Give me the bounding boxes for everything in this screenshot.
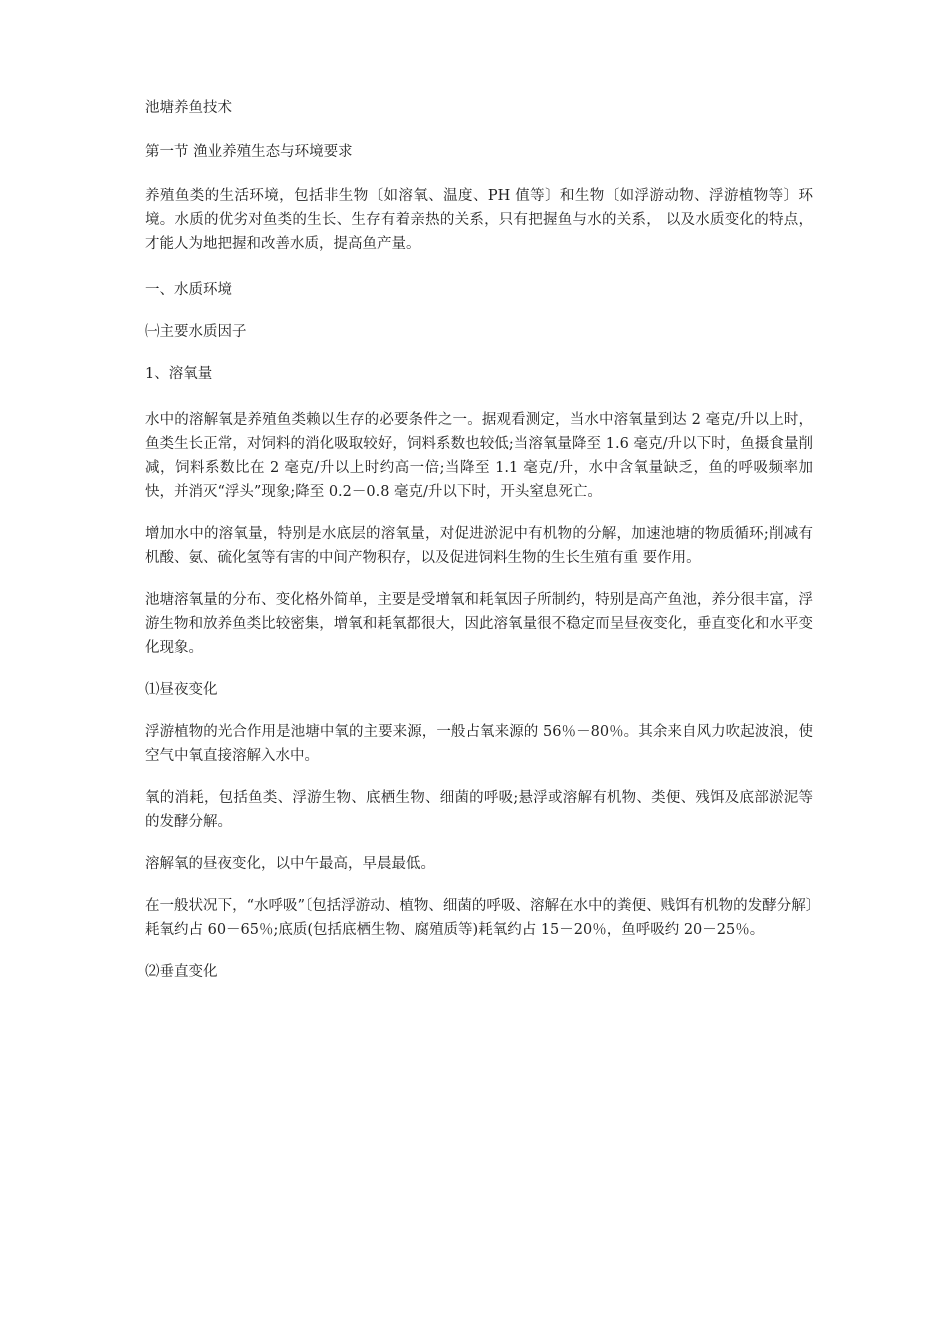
paragraph-intro: 养殖鱼类的生活环境，包括非生物〔如溶氧、温度、PH 值等〕和生物〔如浮游动物、浮游植物等〕环境。水质的优劣对鱼类的生长、生存有着亲热的关系，只有把握鱼与水的关系， 以及水质变化的特点，才能人为地把握和改善水质，提高鱼产量。: [145, 188, 813, 252]
subheading-dissolved-oxygen: 1、溶氧量: [145, 366, 213, 382]
subheading-day-night: ⑴昼夜变化: [145, 682, 218, 698]
paragraph-increase-oxygen: 增加水中的溶氧量，特别是水底层的溶氧量，对促进淤泥中有机物的分解，加速池塘的物质循环;削减有机酸、氨、硫化氢等有害的中间产物积存，以及促进饲料生物的生长生殖有重 要作用。: [145, 526, 813, 566]
paragraph-photosynthesis: 浮游植物的光合作用是池塘中氧的主要来源，一般占氧来源的 56％－80％。其余来自风力吹起波浪，使空气中氧直接溶解入水中。: [145, 724, 813, 764]
document-title: 池塘养鱼技术: [145, 100, 232, 116]
section-heading: 第一节 渔业养殖生态与环境要求: [145, 144, 353, 160]
paragraph-oxygen-distribution: 池塘溶氧量的分布、变化格外简单，主要是受增氧和耗氧因子所制约，特别是高产鱼池，养分很丰富，浮游生物和放养鱼类比较密集，增氧和耗氧都很大，因此溶氧量很不稳定而呈昼夜变化，垂直变化和水平变化现象。: [145, 592, 813, 656]
document-page: [145, 96, 813, 1002]
subheading-water-quality: 一、水质环境: [145, 282, 232, 298]
subheading-main-factors: ㈠主要水质因子: [145, 324, 247, 340]
subheading-vertical: ⑵垂直变化: [145, 964, 218, 980]
paragraph-consumption-share: 在一般状况下，“水呼吸”〔包括浮游动、植物、细菌的呼吸、溶解在水中的粪便、贱饵有机物的发酵分解〕耗氧约占 60－65％;底质(包括底栖生物、腐殖质等)耗氧约占 15－20％，鱼呼吸约 20－25％。: [145, 898, 813, 938]
paragraph-oxygen-levels: 水中的溶解氧是养殖鱼类赖以生存的必要条件之一。据观看测定，当水中溶氧量到达 2 毫克/升以上时，鱼类生长正常，对饲料的消化吸取较好，饲料系数也较低;当溶氧量降至 1.6 毫克/升以下时，鱼摄食量削减，饲料系数比在 2 毫克/升以上时约高一倍;当降至 1.1 毫克/升，水中含氧量缺乏，鱼的呼吸频率加快，并消灭“浮头”现象;降至 0.2－0.8 毫克/升以下时，开头窒息死亡。: [145, 412, 813, 500]
paragraph-daily-change: 溶解氧的昼夜变化，以中午最高，早晨最低。: [145, 856, 435, 872]
paragraph-oxygen-consumption: 氧的消耗，包括鱼类、浮游生物、底栖生物、细菌的呼吸;悬浮或溶解有机物、类便、残饵及底部淤泥等的发酵分解。: [145, 790, 813, 830]
